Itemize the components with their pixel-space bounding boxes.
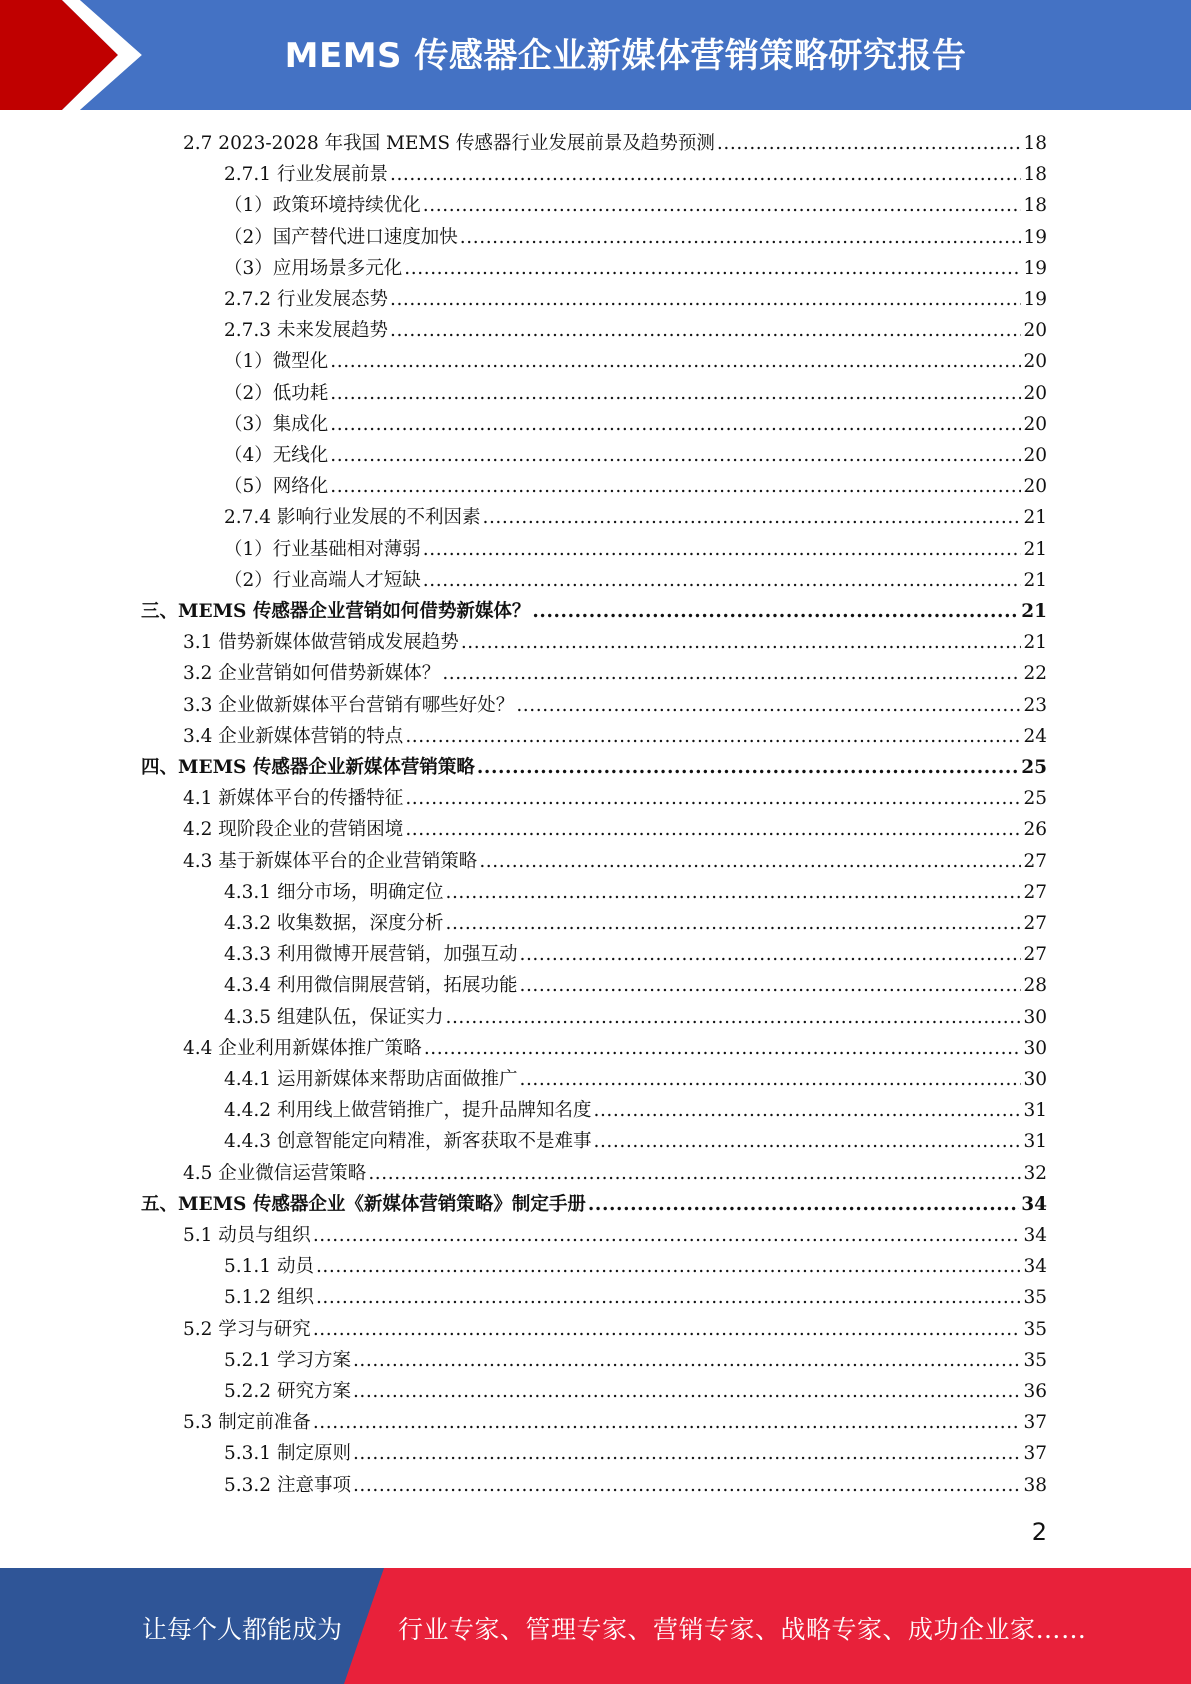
toc-entry-page: 21	[1023, 632, 1047, 654]
toc-dot-leader	[423, 534, 1022, 565]
toc-entry[interactable]	[224, 1376, 1047, 1407]
report-title: MEMS 传感器企业新媒体营销策略研究报告	[284, 36, 967, 76]
toc-dot-leader	[390, 159, 1021, 190]
toc-entry-label: （2）国产替代进口速度加快	[224, 226, 458, 248]
toc-entry-label: 4.4 企业利用新媒体推广策略	[183, 1037, 422, 1059]
toc-dot-leader	[313, 1314, 1022, 1345]
toc-entry-label: 4.1 新媒体平台的传播特征	[183, 788, 404, 810]
toc-entry[interactable]	[224, 1002, 1047, 1033]
toc-entry-label: （1）行业基础相对薄弱	[224, 538, 421, 560]
toc-entry-label: 4.2 现阶段企业的营销困境	[183, 819, 404, 841]
toc-entry-page: 20	[1023, 351, 1047, 373]
toc-dot-leader	[477, 752, 1019, 783]
toc-entry[interactable]	[224, 378, 1047, 409]
toc-entry-label: 2.7.3 未来发展趋势	[224, 320, 388, 342]
toc-entry-page: 27	[1023, 913, 1047, 934]
toc-entry-label: （2）低功耗	[224, 382, 329, 404]
toc-entry-page: 20	[1023, 476, 1047, 498]
toc-entry[interactable]	[224, 1470, 1047, 1501]
toc-entry-label: 4.3.3 利用微博开展营销，加强互动	[224, 944, 518, 966]
toc-entry-label: 5.1.1 动员	[224, 1256, 314, 1278]
toc-entry-page: 32	[1023, 1162, 1047, 1184]
toc-entry[interactable]	[224, 1438, 1047, 1469]
toc-entry[interactable]	[224, 970, 1047, 1001]
toc-entry[interactable]	[224, 409, 1047, 440]
toc-dot-leader	[593, 1095, 1021, 1126]
toc-dot-leader	[330, 471, 1021, 502]
toc-entry-page: 26	[1023, 819, 1047, 841]
toc-entry-label: 4.5 企业微信运营策略	[183, 1162, 367, 1184]
toc-entry-page: 19	[1023, 289, 1047, 310]
toc-entry[interactable]	[183, 1314, 1047, 1345]
toc-dot-leader	[313, 1220, 1022, 1251]
toc-entry-page: 34	[1023, 1225, 1047, 1246]
toc-entry[interactable]	[224, 1126, 1047, 1157]
toc-entry-label: 4.4.2 利用线上做营销推广，提升品牌知名度	[224, 1100, 592, 1122]
toc-dot-leader	[353, 1470, 1022, 1501]
toc-entry-page: 34	[1021, 1193, 1047, 1215]
toc-dot-leader	[717, 128, 1022, 159]
toc-entry-page: 25	[1023, 788, 1047, 810]
toc-entry-page: 27	[1023, 944, 1047, 966]
toc-dot-leader	[532, 596, 1019, 627]
toc-entry-label: 5.3.2 注意事项	[224, 1474, 351, 1496]
toc-entry-label: 4.3.1 细分市场，明确定位	[224, 881, 444, 903]
toc-dot-leader	[390, 284, 1021, 315]
toc-entry[interactable]	[224, 253, 1047, 284]
toc-dot-leader	[482, 502, 1021, 533]
toc-entry-page: 27	[1023, 881, 1047, 903]
toc-entry[interactable]	[224, 1282, 1047, 1313]
toc-entry[interactable]	[183, 1033, 1047, 1064]
toc-entry[interactable]	[183, 627, 1047, 658]
toc-entry-label: 四、MEMS 传感器企业新媒体营销策略	[141, 757, 475, 778]
toc-entry-page: 31	[1023, 1131, 1047, 1153]
toc-entry[interactable]	[224, 534, 1047, 565]
toc-entry-label: 3.1 借势新媒体做营销成发展趋势	[183, 632, 459, 654]
toc-entry[interactable]	[224, 565, 1047, 596]
toc-entry-label: 3.3 企业做新媒体平台营销有哪些好处？	[183, 694, 515, 716]
toc-dot-leader	[442, 658, 1021, 689]
toc-entry-page: 18	[1023, 133, 1047, 154]
toc-entry-page: 38	[1023, 1474, 1047, 1496]
page-footer	[0, 1568, 1191, 1684]
toc-entry-label: 5.3 制定前准备	[183, 1412, 311, 1434]
page-header	[0, 0, 1191, 110]
toc-entry-label: 4.4.1 运用新媒体来帮助店面做推广	[224, 1069, 518, 1090]
toc-entry-label: 2.7.2 行业发展态势	[224, 289, 388, 310]
toc-dot-leader	[404, 253, 1021, 284]
toc-entry-page: 22	[1023, 663, 1047, 685]
toc-entry[interactable]	[224, 222, 1047, 253]
toc-entry-page: 21	[1023, 507, 1047, 529]
toc-entry[interactable]	[224, 1251, 1047, 1282]
toc-dot-leader	[353, 1345, 1022, 1376]
toc-entry-page: 21	[1023, 538, 1047, 560]
toc-entry-page: 35	[1023, 1318, 1047, 1340]
toc-dot-leader	[519, 1064, 1021, 1095]
toc-entry[interactable]	[224, 502, 1047, 533]
toc-entry-page: 37	[1023, 1412, 1047, 1434]
toc-entry-label: （5）网络化	[224, 476, 329, 498]
toc-entry-page: 25	[1021, 757, 1047, 778]
toc-dot-leader	[460, 222, 1022, 253]
toc-entry[interactable]	[141, 1189, 1047, 1220]
toc-entry-label: （3）集成化	[224, 413, 329, 435]
toc-dot-leader	[353, 1438, 1022, 1469]
toc-entry[interactable]	[224, 877, 1047, 908]
page-number: 2	[1031, 1518, 1047, 1546]
toc-entry[interactable]	[224, 440, 1047, 471]
toc-entry-page: 20	[1023, 445, 1047, 466]
toc-entry-label: 三、MEMS 传感器企业营销如何借势新媒体？	[141, 601, 531, 622]
toc-entry-label: 3.4 企业新媒体营销的特点	[183, 725, 404, 747]
toc-entry-label: （2）行业高端人才短缺	[224, 569, 421, 591]
toc-entry[interactable]	[183, 1407, 1047, 1438]
toc-dot-leader	[445, 1002, 1021, 1033]
toc-entry[interactable]	[183, 690, 1047, 721]
toc-dot-leader	[424, 1033, 1022, 1064]
toc-entry[interactable]	[183, 1220, 1047, 1251]
toc-dot-leader	[516, 690, 1021, 721]
toc-entry-label: 5.2.1 学习方案	[224, 1349, 351, 1371]
toc-entry[interactable]	[183, 721, 1047, 752]
toc-dot-leader	[316, 1251, 1022, 1282]
toc-entry-label: 4.3 基于新媒体平台的企业营销策略	[183, 850, 478, 872]
toc-entry[interactable]	[183, 846, 1047, 877]
toc-entry[interactable]	[224, 315, 1047, 346]
toc-entry[interactable]	[183, 814, 1047, 845]
toc-entry[interactable]	[183, 658, 1047, 689]
toc-dot-leader	[330, 378, 1021, 409]
toc-entry-label: （3）应用场景多元化	[224, 257, 403, 279]
toc-entry-page: 36	[1023, 1381, 1047, 1402]
toc-entry-page: 30	[1023, 1069, 1047, 1090]
toc-entry-label: 5.2 学习与研究	[183, 1318, 311, 1340]
toc-entry-label: 4.3.4 利用微信開展营销，拓展功能	[224, 975, 518, 997]
toc-dot-leader	[479, 846, 1021, 877]
toc-entry[interactable]	[224, 284, 1047, 315]
toc-entry-page: 27	[1023, 850, 1047, 872]
toc-dot-leader	[445, 908, 1021, 939]
toc-entry-label: 5.3.1 制定原则	[224, 1443, 351, 1465]
toc-entry-page: 30	[1023, 1006, 1047, 1028]
toc-entry[interactable]	[224, 1345, 1047, 1376]
toc-dot-leader	[368, 1158, 1021, 1189]
toc-entry[interactable]	[224, 159, 1047, 190]
footer-slogan-right: 行业专家、管理专家、营销专家、战略专家、成功企业家……	[398, 1615, 1087, 1644]
toc-entry[interactable]	[224, 190, 1047, 221]
toc-entry-label: 4.3.5 组建队伍，保证实力	[224, 1006, 444, 1028]
toc-entry-page: 19	[1023, 257, 1047, 279]
toc-dot-leader	[405, 721, 1021, 752]
toc-entry-label: 2.7.4 影响行业发展的不利因素	[224, 507, 481, 529]
toc-entry-page: 20	[1023, 320, 1047, 342]
toc-entry-page: 23	[1023, 694, 1047, 716]
toc-entry-page: 20	[1023, 413, 1047, 435]
toc-entry[interactable]	[141, 596, 1047, 627]
toc-dot-leader	[519, 970, 1021, 1001]
toc-entry[interactable]	[183, 783, 1047, 814]
toc-entry-label: 2.7.1 行业发展前景	[224, 164, 388, 186]
toc-entry[interactable]	[183, 1158, 1047, 1189]
toc-entry-page: 30	[1023, 1037, 1047, 1059]
toc-entry[interactable]	[224, 471, 1047, 502]
toc-entry-label: 4.3.2 收集数据，深度分析	[224, 913, 444, 934]
toc-entry-page: 24	[1023, 725, 1047, 747]
toc-entry[interactable]	[141, 752, 1047, 783]
toc-entry-label: 5.1 动员与组织	[183, 1225, 311, 1246]
toc-dot-leader	[353, 1376, 1022, 1407]
toc-dot-leader	[445, 877, 1021, 908]
toc-dot-leader	[405, 814, 1021, 845]
toc-entry-label: 4.4.3 创意智能定向精准，新客获取不是难事	[224, 1131, 592, 1153]
toc-entry-label: （1）政策环境持续优化	[224, 195, 421, 217]
toc-entry-page: 21	[1021, 601, 1047, 622]
toc-dot-leader	[330, 346, 1021, 377]
toc-dot-leader	[423, 190, 1022, 221]
toc-entry-page: 19	[1023, 226, 1047, 248]
toc-entry-page: 18	[1023, 195, 1047, 217]
footer-slogan-left: 让每个人都能成为	[142, 1615, 343, 1644]
toc-entry[interactable]	[183, 128, 1047, 159]
toc-entry[interactable]	[224, 1095, 1047, 1126]
toc-entry-label: （4）无线化	[224, 445, 329, 466]
toc-entry-page: 28	[1023, 975, 1047, 997]
toc-entry-label: 5.1.2 组织	[224, 1287, 314, 1309]
toc-dot-leader	[316, 1282, 1022, 1313]
toc-entry-page: 31	[1023, 1100, 1047, 1122]
toc-dot-leader	[461, 627, 1022, 658]
toc-entry-label: 2.7 2023-2028 年我国 MEMS 传感器行业发展前景及趋势预测	[183, 133, 715, 154]
toc-entry-page: 21	[1023, 569, 1047, 591]
toc-entry-page: 35	[1023, 1287, 1047, 1309]
toc-dot-leader	[519, 939, 1021, 970]
toc-entry-page: 20	[1023, 382, 1047, 404]
toc-dot-leader	[330, 440, 1021, 471]
toc-entry-page: 37	[1023, 1443, 1047, 1465]
toc-entry-page: 34	[1023, 1256, 1047, 1278]
toc-entry-page: 35	[1023, 1349, 1047, 1371]
toc-entry-label: 5.2.2 研究方案	[224, 1381, 351, 1402]
toc-dot-leader	[313, 1407, 1022, 1438]
toc-entry-label: （1）微型化	[224, 351, 329, 373]
toc-entry[interactable]	[224, 939, 1047, 970]
toc-entry-label: 3.2 企业营销如何借势新媒体？	[183, 663, 441, 685]
toc-entry-page: 18	[1023, 164, 1047, 186]
toc-entry[interactable]	[224, 908, 1047, 939]
toc-dot-leader	[423, 565, 1022, 596]
toc-entry-label: 五、MEMS 传感器企业《新媒体营销策略》制定手册	[141, 1193, 586, 1215]
toc-dot-leader	[593, 1126, 1021, 1157]
toc-dot-leader	[330, 409, 1021, 440]
toc-entry[interactable]	[224, 1064, 1047, 1095]
toc-dot-leader	[390, 315, 1021, 346]
toc-entry[interactable]	[224, 346, 1047, 377]
toc-dot-leader	[405, 783, 1021, 814]
toc-dot-leader	[588, 1189, 1019, 1220]
